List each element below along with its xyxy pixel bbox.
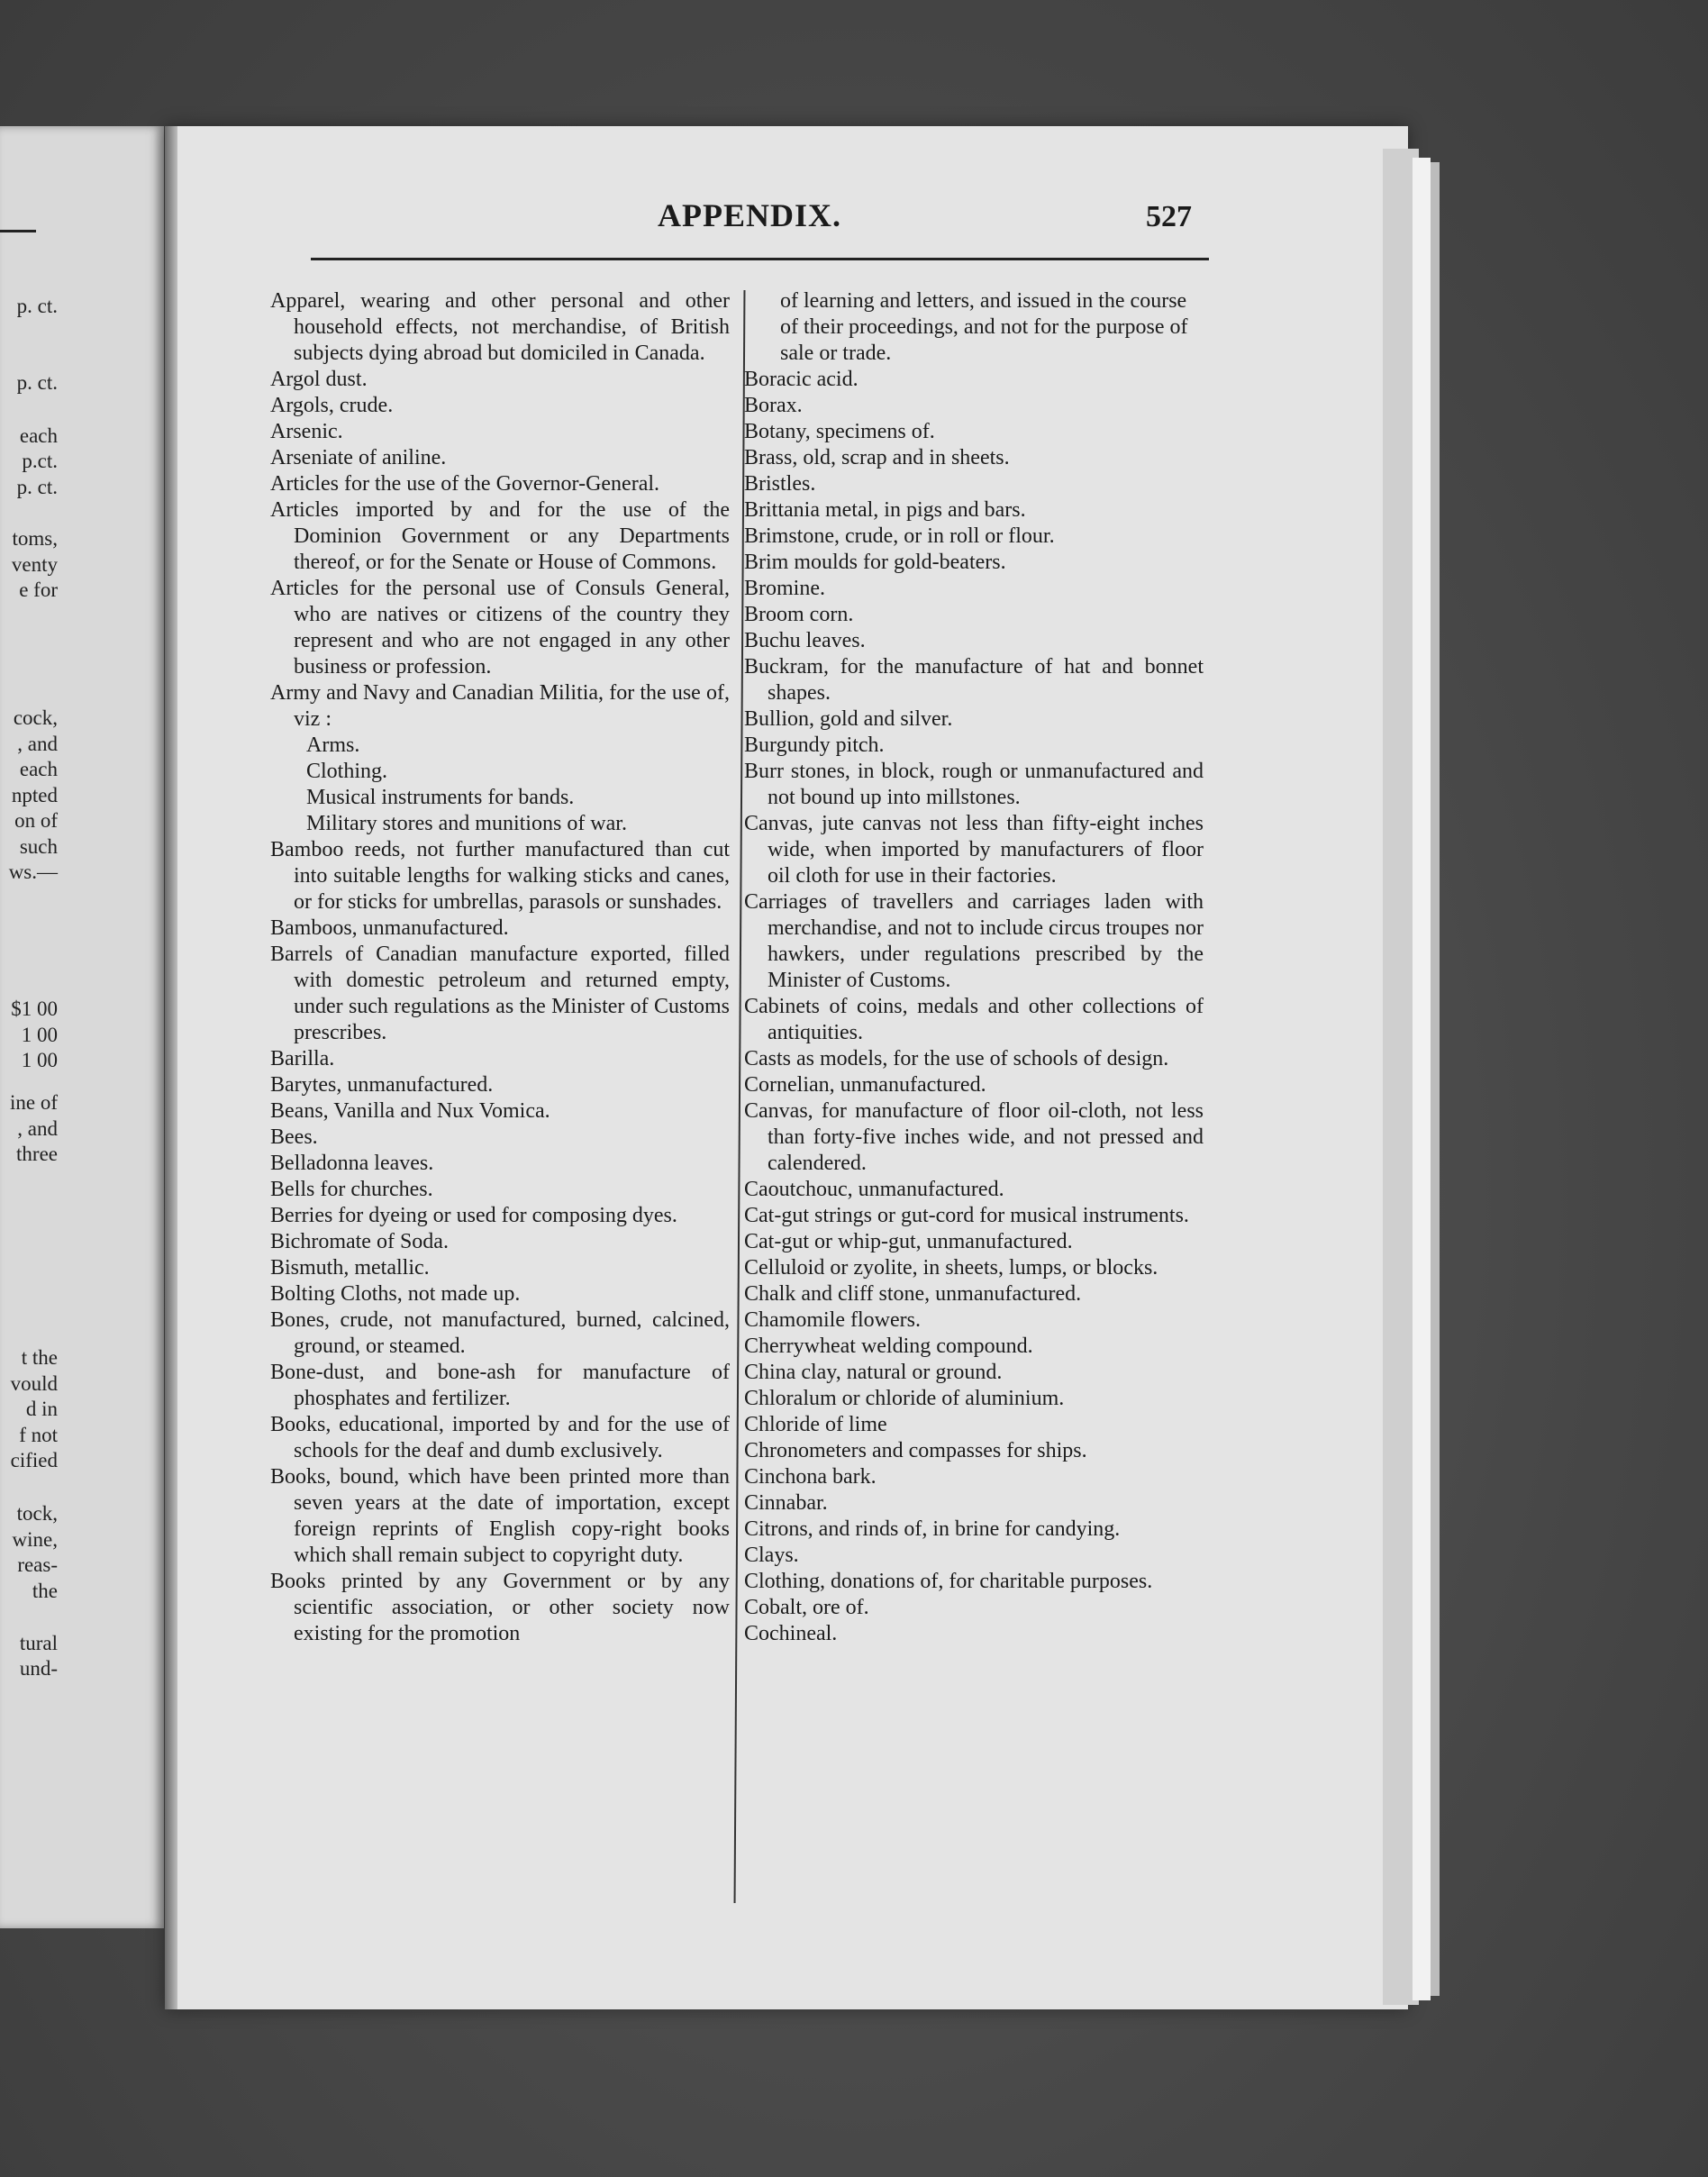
list-item: Citrons, and rinds of, in brine for candying. bbox=[744, 1517, 1121, 1541]
list-item: Articles for the personal use of Consuls General, who are natives or citizens of the country they represent and who are not engaged in any other business or profession. bbox=[270, 577, 730, 679]
list-item: Chloride of lime bbox=[744, 1413, 887, 1436]
list-item: Arseniate of aniline. bbox=[270, 446, 447, 469]
previous-page-text: each bbox=[19, 758, 58, 780]
list-item: Books, bound, which have been printed more than seven years at the date of importation, except foreign reprints of English copy-right books which shall remain subject to copyright duty. bbox=[270, 1465, 730, 1567]
list-item: Borax. bbox=[744, 394, 803, 417]
list-item: Cat-gut or whip-gut, unmanufactured. bbox=[744, 1230, 1073, 1253]
list-item: Army and Navy and Canadian Militia, for the use of, viz : bbox=[270, 681, 730, 731]
previous-page-text: tural bbox=[19, 1632, 58, 1654]
list-item: Military stores and munitions of war. bbox=[306, 812, 627, 835]
previous-page-text: t the bbox=[21, 1346, 58, 1369]
list-item: Books printed by any Government or by any scientific association, or other society now existing for the promotion bbox=[270, 1570, 730, 1645]
page-edge-shadow bbox=[1431, 162, 1440, 1996]
list-item: Bamboos, unmanufactured. bbox=[270, 916, 509, 940]
page-number: 527 bbox=[1146, 200, 1192, 233]
previous-page-text: the bbox=[32, 1580, 58, 1602]
previous-page-text: cified bbox=[10, 1449, 58, 1471]
list-item: Burr stones, in block, rough or unmanufactured and not bound up into millstones. bbox=[744, 760, 1204, 809]
list-item: Casts as models, for the use of schools of design. bbox=[744, 1047, 1169, 1070]
page-gutter bbox=[165, 126, 177, 2009]
list-item: Botany, specimens of. bbox=[744, 420, 935, 443]
page-edge-highlight bbox=[1413, 158, 1431, 2000]
header-rule bbox=[311, 258, 1209, 260]
list-item: Brass, old, scrap and in sheets. bbox=[744, 446, 1010, 469]
list-item: Cinnabar. bbox=[744, 1491, 828, 1515]
list-item: Articles imported by and for the use of the Dominion Government or any Departments thereof, or for the Senate or House of Commons. bbox=[270, 498, 730, 574]
list-item: Brim moulds for gold-beaters. bbox=[744, 551, 1006, 574]
previous-page-text: cock, bbox=[13, 706, 58, 729]
list-item: Bismuth, metallic. bbox=[270, 1256, 430, 1280]
previous-page-text: p.ct. bbox=[22, 450, 58, 472]
list-item: Clothing. bbox=[306, 760, 388, 783]
list-item: Cat-gut strings or gut-cord for musical instruments. bbox=[744, 1204, 1189, 1227]
previous-page-text: , and bbox=[17, 1117, 58, 1140]
list-item: Bone-dust, and bone-ash for manufacture of phosphates and fertilizer. bbox=[270, 1361, 730, 1410]
list-item: Cinchona bark. bbox=[744, 1465, 877, 1489]
previous-page-text: $1 00 bbox=[11, 997, 58, 1020]
list-item: Bolting Cloths, not made up. bbox=[270, 1282, 521, 1306]
previous-page-text: npted bbox=[11, 784, 58, 806]
previous-page-text: such bbox=[19, 835, 58, 858]
previous-page-text: each bbox=[19, 424, 58, 447]
list-item: Canvas, jute canvas not less than fifty-eight inches wide, when imported by manufacturers of floor oil cloth for use in their factories. bbox=[744, 812, 1204, 888]
list-item: Bamboo reeds, not further manufactured than cut into suitable lengths for walking sticks and canes, or for sticks for umbrellas, parasols or sunshades. bbox=[270, 838, 730, 914]
list-item: Chamomile flowers. bbox=[744, 1308, 921, 1332]
running-head: APPENDIX. bbox=[658, 197, 841, 233]
list-item: Barilla. bbox=[270, 1047, 335, 1070]
list-item: Bromine. bbox=[744, 577, 825, 600]
previous-page-text: und- bbox=[19, 1657, 58, 1680]
list-item: Argols, crude. bbox=[270, 394, 394, 417]
previous-page-text: p. ct. bbox=[16, 295, 58, 317]
previous-page-text: 1 00 bbox=[21, 1024, 58, 1046]
list-item: Celluloid or zyolite, in sheets, lumps, or blocks. bbox=[744, 1256, 1158, 1280]
previous-page-text: ws.— bbox=[8, 861, 58, 883]
list-item: Boracic acid. bbox=[744, 368, 859, 391]
previous-page-text: tock, bbox=[16, 1502, 58, 1525]
list-item: Cabinets of coins, medals and other collections of antiquities. bbox=[744, 995, 1204, 1044]
list-item: Bristles. bbox=[744, 472, 816, 496]
list-item: China clay, natural or ground. bbox=[744, 1361, 1003, 1384]
left-column bbox=[270, 288, 730, 1647]
list-item: Clothing, donations of, for charitable purposes. bbox=[744, 1570, 1153, 1593]
list-item: Cherrywheat welding compound. bbox=[744, 1334, 1033, 1358]
previous-page-text: reas- bbox=[17, 1553, 58, 1576]
previous-page-text: ine of bbox=[9, 1091, 58, 1114]
list-item: Chronometers and compasses for ships. bbox=[744, 1439, 1087, 1462]
list-item: Articles for the use of the Governor-General. bbox=[270, 472, 660, 496]
list-item: Bees. bbox=[270, 1125, 318, 1149]
right-column bbox=[744, 288, 1204, 1647]
previous-page-text: three bbox=[16, 1143, 58, 1165]
list-item: Arsenic. bbox=[270, 420, 343, 443]
list-item: Bichromate of Soda. bbox=[270, 1230, 449, 1253]
previous-page-text: on of bbox=[14, 809, 58, 832]
list-item: Carriages of travellers and carriages laden with merchandise, and not to include circus troupes nor hawkers, under regulations prescribed by the Minister of Customs. bbox=[744, 890, 1204, 992]
list-item: Buchu leaves. bbox=[744, 629, 866, 652]
previous-page-text: f not bbox=[19, 1424, 58, 1446]
list-item: Cobalt, ore of. bbox=[744, 1596, 869, 1619]
list-item: Argol dust. bbox=[270, 368, 368, 391]
previous-page-rule bbox=[0, 230, 36, 232]
list-item: Barytes, unmanufactured. bbox=[270, 1073, 494, 1097]
previous-page-text: e for bbox=[19, 578, 58, 601]
list-item: Apparel, wearing and other personal and other household effects, not merchandise, of British subjects dying abroad but domiciled in Canada. bbox=[270, 289, 730, 365]
previous-page-text: 1 00 bbox=[21, 1049, 58, 1071]
list-item: Caoutchouc, unmanufactured. bbox=[744, 1178, 1004, 1201]
previous-page-text: vould bbox=[10, 1372, 58, 1395]
list-item: Beans, Vanilla and Nux Vomica. bbox=[270, 1099, 550, 1123]
list-item: Clays. bbox=[744, 1544, 799, 1567]
list-item: Barrels of Canadian manufacture exported, filled with domestic petroleum and returned empty, under such regulations as the Minister of Customs prescribes. bbox=[270, 943, 730, 1044]
list-item: Bullion, gold and silver. bbox=[744, 707, 953, 731]
previous-page-text: , and bbox=[17, 733, 58, 755]
list-item: Berries for dyeing or used for composing dyes. bbox=[270, 1204, 677, 1227]
list-item: Cornelian, unmanufactured. bbox=[744, 1073, 986, 1097]
list-item: Musical instruments for bands. bbox=[306, 786, 575, 809]
previous-page-text: wine, bbox=[12, 1528, 58, 1551]
list-item: Canvas, for manufacture of floor oil-cloth, not less than forty-five inches wide, and not pressed and calendered. bbox=[744, 1099, 1204, 1175]
list-item: Buckram, for the manufacture of hat and bonnet shapes. bbox=[744, 655, 1204, 705]
list-item: Belladonna leaves. bbox=[270, 1152, 434, 1175]
previous-page-text: venty bbox=[11, 553, 58, 576]
previous-page-text: d in bbox=[25, 1398, 58, 1420]
list-item: Chalk and cliff stone, unmanufactured. bbox=[744, 1282, 1082, 1306]
list-item: of learning and letters, and issued in the course of their proceedings, and not for the purpose of sale or trade. bbox=[780, 289, 1188, 365]
list-item: Cochineal. bbox=[744, 1622, 838, 1645]
previous-page-text: p. ct. bbox=[16, 371, 58, 394]
list-item: Brimstone, crude, or in roll or flour. bbox=[744, 524, 1055, 548]
previous-page-text: toms, bbox=[12, 527, 58, 550]
list-item: Chloralum or chloride of aluminium. bbox=[744, 1387, 1065, 1410]
previous-page-text: p. ct. bbox=[16, 476, 58, 498]
list-item: Brittania metal, in pigs and bars. bbox=[744, 498, 1026, 522]
list-item: Bones, crude, not manufactured, burned, calcined, ground, or steamed. bbox=[270, 1308, 730, 1358]
list-item: Bells for churches. bbox=[270, 1178, 433, 1201]
list-item: Arms. bbox=[306, 733, 360, 757]
list-item: Burgundy pitch. bbox=[744, 733, 885, 757]
list-item: Books, educational, imported by and for the use of schools for the deaf and dumb exclusively. bbox=[270, 1413, 730, 1462]
list-item: Broom corn. bbox=[744, 603, 854, 626]
